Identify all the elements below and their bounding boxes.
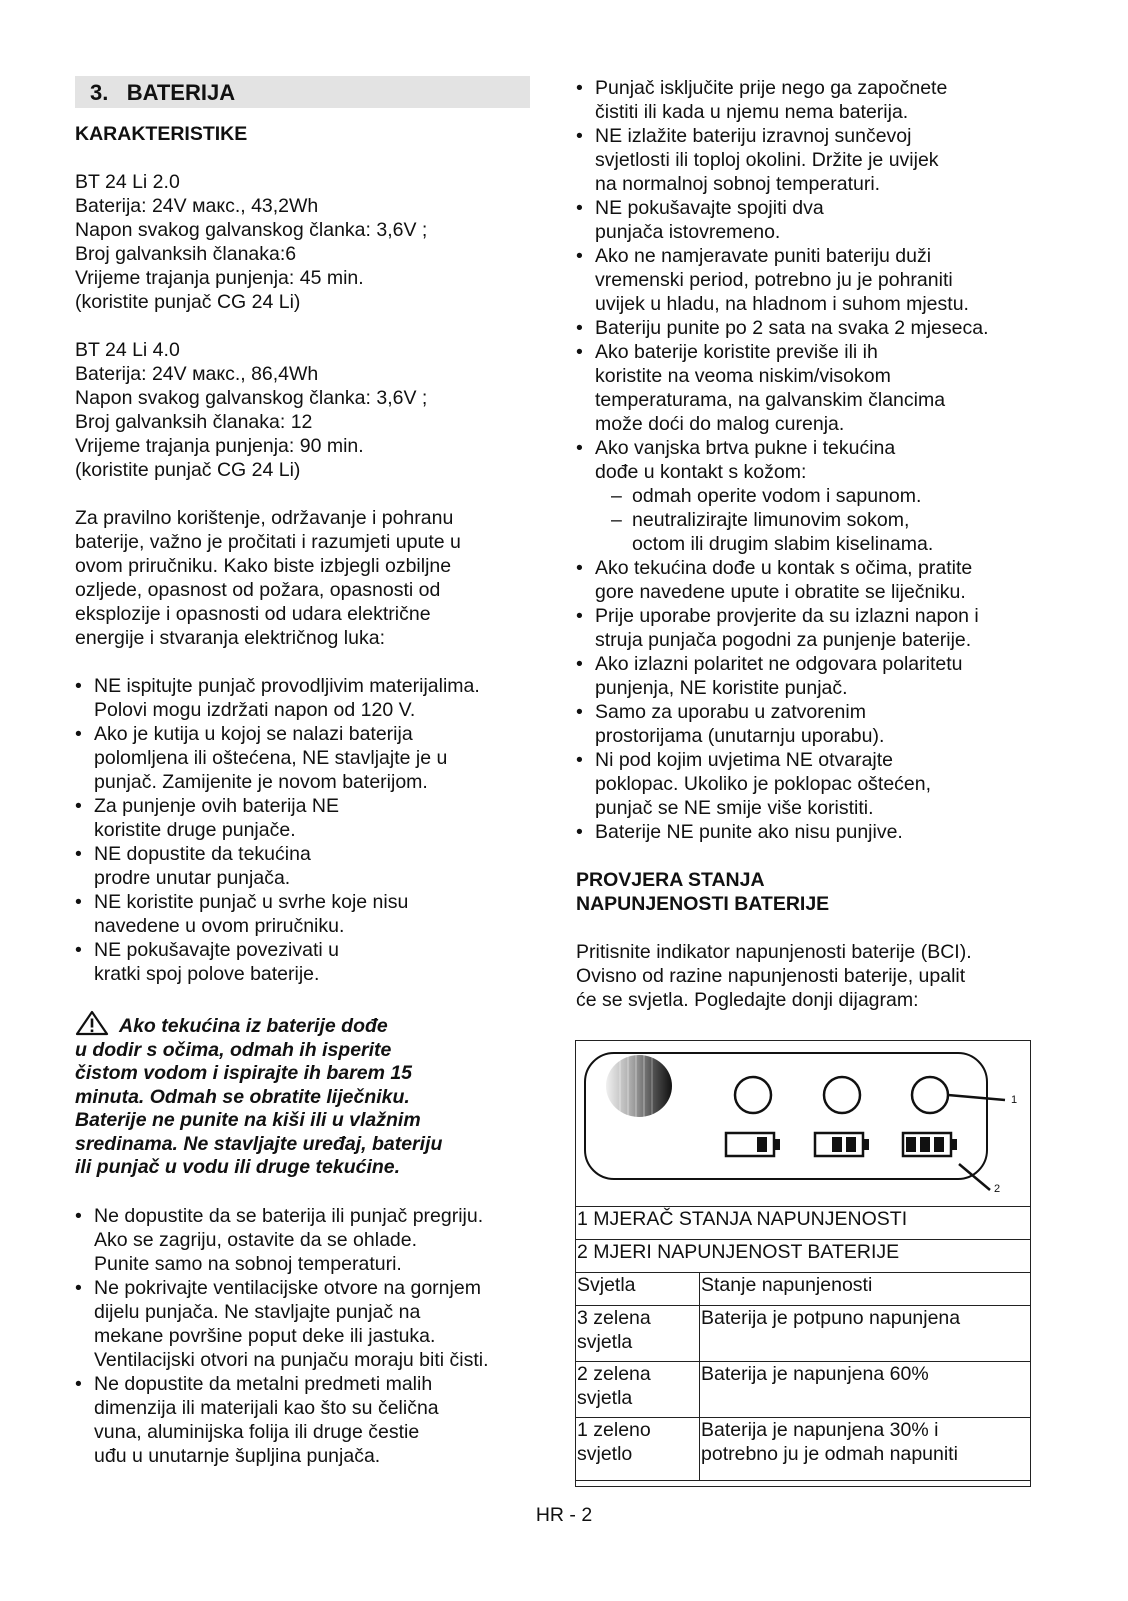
text-line: eksplozije i opasnosti od udara električne — [75, 603, 431, 625]
check-heading: PROVJERA STANJA NAPUNJENOSTI BATERIJE — [576, 869, 830, 915]
warning-block — [75, 1010, 530, 1180]
table-header-cell: Stanje napunjenosti — [700, 1273, 1031, 1306]
led-icon — [735, 1077, 771, 1113]
table-header-cell: Svjetla — [576, 1273, 700, 1306]
legend-cell: 2 MJERI NAPUNJENOST BATERIJE — [576, 1240, 1031, 1273]
model-spec-2 — [75, 338, 530, 482]
legend-table — [575, 1206, 1031, 1481]
text-line: ozljede, opasnost od požara, opasnosti od — [75, 579, 441, 601]
list-item: • NE dopustite da tekućina prodre unutar punjača. — [75, 843, 311, 889]
battery-icon — [903, 1133, 957, 1156]
spec-line: (koristite punjač CG 24 Li) — [75, 291, 301, 313]
table-row — [576, 1306, 1031, 1362]
table-row — [576, 1362, 1031, 1418]
text-line: baterije, važno je pročitati i razumjeti upute u — [75, 531, 461, 553]
bci-button-icon — [606, 1055, 672, 1117]
list-item: • Ako je kutija u kojoj se nalazi baterija polomljena ili oštećena, NE stavljajte je u punjač. Zamijenite je novom baterijom. — [75, 723, 448, 793]
battery-bar — [757, 1137, 767, 1152]
section-heading — [75, 76, 530, 108]
battery-bar — [934, 1137, 944, 1152]
list-item: • Ako izlazni polaritet ne odgovara polaritetu punjenja, NE koristite punjač. — [576, 653, 963, 699]
warning-line: sredinama. Ne stavljajte uređaj, bateriju — [75, 1132, 443, 1155]
list-item: • NE pokušavajte povezivati u kratki spoj polove baterije. — [75, 939, 339, 985]
model-spec-1 — [75, 170, 530, 314]
intro-paragraph — [75, 506, 530, 650]
list-item: • Za punjenje ovih baterija NE koristite druge punjače. — [75, 795, 339, 841]
spec-line: Baterija: 24V макс., 86,4Wh — [75, 363, 319, 385]
table-row — [576, 1207, 1031, 1240]
safety-list-1 — [75, 674, 530, 986]
spec-line: Vrijeme trajanja punjenja: 45 min. — [75, 267, 364, 289]
list-item: • NE izlažite bateriju izravnoj sunčevoj svjetlosti ili toploj okolini. Držite je uvijek na normalnoj sobnoj temperaturi. — [576, 125, 939, 195]
battery-bar — [920, 1137, 930, 1152]
table-cell: Baterija je napunjena 30% i potrebno ju je odmah napuniti — [700, 1418, 1031, 1481]
warning-line: Ako tekućina iz baterije dođe — [119, 1015, 388, 1037]
spec-line: BT 24 Li 4.0 — [75, 339, 180, 361]
text-line: energije i stvaranja električnog luka: — [75, 627, 386, 649]
list-item: • Bateriju punite po 2 sata na svaka 2 mjeseca. — [576, 317, 989, 339]
spec-line: Vrijeme trajanja punjenja: 90 min. — [75, 435, 364, 457]
spec-line: Broj galvanksih članaka:6 — [75, 243, 297, 265]
spec-line: BT 24 Li 2.0 — [75, 171, 180, 193]
diagram-graphics — [575, 1040, 1031, 1206]
spec-line: Baterija: 24V макс., 43,2Wh — [75, 195, 319, 217]
callout-label: 1 — [1011, 1094, 1018, 1106]
text-line: ovom priručniku. Kako biste izbjegli ozbiljne — [75, 555, 452, 577]
led-icon — [824, 1077, 860, 1113]
table-cell: Baterija je napunjena 60% — [700, 1362, 1031, 1418]
warning-triangle-icon — [75, 1010, 109, 1036]
led-icon — [912, 1077, 948, 1113]
warning-line: ili punjač u vodu ili druge tekućine. — [75, 1156, 401, 1178]
check-paragraph: Pritisnite indikator napunjenosti baterije (BCI). Ovisno od razine napunjenosti baterije, upalit će se svjetla. Pogledajte donji dijagram: — [576, 941, 972, 1011]
list-item: • Ako tekućina dođe u kontak s očima, pratite gore navedene upute i obratite se liječniku. — [576, 557, 973, 603]
list-item: • Ako ne namjeravate puniti bateriju duži vremenski period, potrebno ju je pohraniti uvijek u hladu, na hladnom i suhom mjestu. — [576, 245, 969, 315]
table-cell: Baterija je potpuno napunjena — [700, 1306, 1031, 1362]
battery-icon — [815, 1133, 869, 1156]
list-item: • Ne dopustite da se baterija ili punjač pregriju. Ako se zagriju, ostavite da se ohlade. Punite samo na sobnoj temperaturi. — [75, 1204, 484, 1275]
battery-bar — [906, 1137, 916, 1152]
characteristics-heading: KARAKTERISTIKE — [75, 123, 248, 145]
battery-bar — [846, 1137, 856, 1152]
section-title: BATERIJA — [126, 80, 236, 105]
legend-cell: 1 MJERAČ STANJA NAPUNJENOSTI — [576, 1207, 1031, 1240]
warning-line: u dodir s očima, odmah ih isperite — [75, 1038, 392, 1061]
table-cell: 3 zelena svjetla — [576, 1306, 700, 1362]
spec-line: Broj galvanksih članaka: 12 — [75, 411, 313, 433]
spec-line: (koristite punjač CG 24 Li) — [75, 459, 301, 481]
battery-icon — [726, 1133, 780, 1156]
list-item: • Punjač isključite prije nego ga započnete čistiti ili kada u njemu nema baterija. — [576, 77, 948, 123]
table-row — [576, 1273, 1031, 1306]
list-item: • NE ispitujte punjač provodljivim materijalima. Polovi mogu izdržati napon od 120 V. — [75, 675, 480, 721]
list-item: • Samo za uporabu u zatvorenim prostorijama (unutarnju uporabu). — [576, 701, 885, 747]
list-item: • Prije uporabe provjerite da su izlazni napon i struja punjača pogodni za punjenje baterije. — [576, 605, 979, 651]
list-item: • Baterije NE punite ako nisu punjive. — [576, 821, 903, 843]
list-item: • Ne dopustite da metalni predmeti malih dimenzija ili materijali kao što su čelična vuna, aluminijska folija ili druge čestie uđu u unutarnje šupljina punjača. — [75, 1372, 439, 1467]
safety-list-2 — [75, 1204, 530, 1468]
list-item: • NE koristite punjač u svrhe koje nisu navedene u ovom priručniku. — [75, 891, 409, 937]
table-row — [576, 1240, 1031, 1273]
list-item: • Ako baterije koristite previše ili ih koristite na veoma niskim/visokom temperaturama, na galvanskim člancima može doći do malog curenja. — [576, 341, 946, 435]
spec-line: Napon svakog galvanskog članka: 3,6V ; — [75, 387, 428, 409]
text-line: Za pravilno korištenje, održavanje i pohranu — [75, 507, 454, 529]
table-cell: 1 zeleno svjetlo — [576, 1418, 700, 1481]
battery-bar — [832, 1137, 842, 1152]
list-item: • Ako vanjska brtva pukne i tekućina dođe u kontakt s kožom: – odmah operite vodom i sapunom. – neutralizirajte limunovim sokom, octom ili drugim slabim kiselinama. — [576, 436, 1036, 556]
section-number: 3. — [90, 80, 109, 105]
page-number: HR - 2 — [535, 1504, 593, 1526]
list-item: • Ne pokrivajte ventilacijske otvore na gornjem dijelu punjača. Ne stavljajte punjač na mekane površine poput deke ili jastuka. Ventilacijski otvori na punjaču moraju biti čisti. — [75, 1276, 489, 1371]
warning-line: čistom vodom i ispirajte ih barem 15 — [75, 1062, 413, 1084]
right-column — [576, 76, 1036, 1036]
warning-line: Baterije ne punite na kiši ili u vlažnim — [75, 1109, 421, 1131]
table-cell: 2 zelena svjetla — [576, 1362, 700, 1418]
dash-list — [595, 484, 1036, 556]
dash-item: – neutralizirajte limunovim sokom, octom ili drugim slabim kiselinama. — [611, 509, 934, 555]
dash-item: – odmah operite vodom i sapunom. — [611, 485, 922, 507]
table-row — [576, 1418, 1031, 1481]
list-item: • Ni pod kojim uvjetima NE otvarajte poklopac. Ukoliko je poklopac oštećen, punjač se NE smije više koristiti. — [576, 749, 932, 819]
list-item: • NE pokušavajte spojiti dva punjača istovremeno. — [576, 197, 824, 243]
callout-label: 2 — [994, 1183, 1001, 1195]
warning-line: minuta. Odmah se obratite liječniku. — [75, 1085, 410, 1108]
care-list — [576, 76, 1036, 844]
spec-line: Napon svakog galvanskog članka: 3,6V ; — [75, 219, 428, 241]
left-column — [75, 76, 530, 1492]
